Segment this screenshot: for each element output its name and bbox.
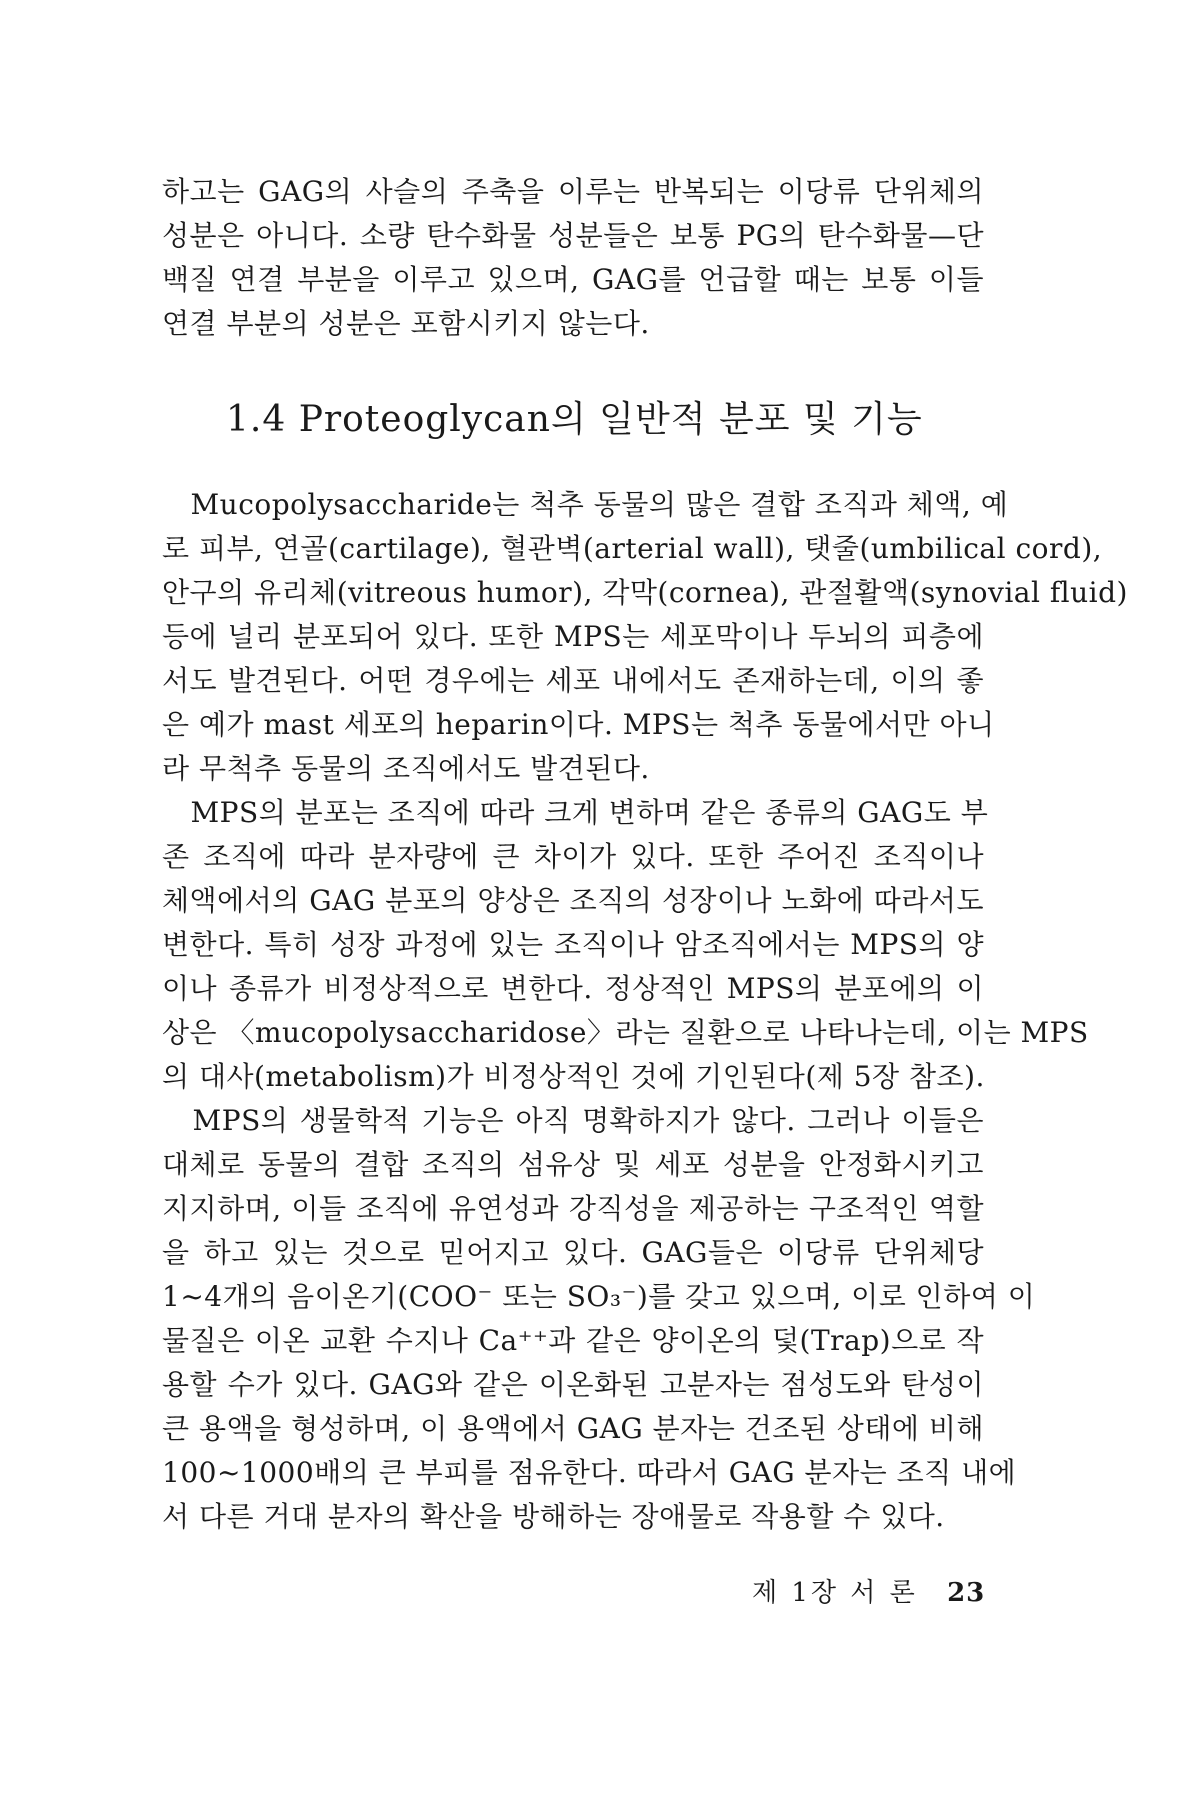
text-line: 100~1000배의 큰 부피를 점유한다. 따라서 GAG 분자는 조직 내에 — [162, 1456, 1017, 1489]
text-line: 은 예가 mast 세포의 heparin이다. MPS는 척추 동물에서만 아니 — [162, 708, 995, 741]
text-line: 체액에서의 GAG 분포의 양상은 조직의 성장이나 노화에 따라서도 — [162, 884, 984, 917]
text-line: 물질은 이온 교환 수지나 Ca⁺⁺과 같은 양이온의 덫(Trap)으로 작 — [162, 1324, 984, 1357]
section-heading: 1.4 Proteoglycan의 일반적 분포 및 기능 — [226, 399, 923, 440]
text-line: 서 다른 거대 분자의 확산을 방해하는 장애물로 작용할 수 있다. — [162, 1500, 945, 1533]
text-line: 의 대사(metabolism)가 비정상적인 것에 기인된다(제 5장 참조). — [162, 1060, 985, 1093]
text-line: Mucopolysaccharide는 척추 동물의 많은 결합 조직과 체액, 예 — [162, 488, 1009, 521]
intro-paragraph — [162, 170, 984, 346]
page-number: 23 — [947, 1578, 986, 1608]
text-line: 대체로 동물의 결합 조직의 섬유상 및 세포 성분을 안정화시키고 — [162, 1148, 984, 1181]
text-line: 1~4개의 음이온기(COO⁻ 또는 SO₃⁻)를 갖고 있으며, 이로 인하여 이 — [162, 1280, 1036, 1313]
text-line: 이나 종류가 비정상적으로 변한다. 정상적인 MPS의 분포에의 이 — [162, 972, 984, 1005]
text-line: 지지하며, 이들 조직에 유연성과 강직성을 제공하는 구조적인 역할 — [162, 1192, 984, 1225]
text-line: MPS의 분포는 조직에 따라 크게 변하며 같은 종류의 GAG도 부 — [162, 796, 989, 829]
text-line: 라 무척추 동물의 조직에서도 발견된다. — [162, 752, 650, 785]
text-line: 성분은 아니다. 소량 탄수화물 성분들은 보통 PG의 탄수화물—단 — [162, 219, 984, 252]
text-line: 상은 〈mucopolysaccharidose〉라는 질환으로 나타나는데, 이는 MPS — [162, 1016, 1089, 1049]
text-line: 서도 발견된다. 어떤 경우에는 세포 내에서도 존재하는데, 이의 좋 — [162, 664, 984, 697]
chapter-label: 제 1장 서 론 — [752, 1578, 918, 1608]
text-line: 을 하고 있는 것으로 믿어지고 있다. GAG들은 이당류 단위체당 — [162, 1236, 984, 1269]
text-line: 존 조직에 따라 분자량에 큰 차이가 있다. 또한 주어진 조직이나 — [162, 840, 984, 873]
text-line: 연결 부분의 성분은 포함시키지 않는다. — [162, 307, 650, 340]
text-line: 백질 연결 부분을 이루고 있으며, GAG를 언급할 때는 보통 이들 — [162, 263, 984, 296]
section-body — [162, 483, 1128, 1539]
text-line: 로 피부, 연골(cartilage), 혈관벽(arterial wall), 탯줄(umbilical cord), — [162, 532, 1103, 565]
text-line: 용할 수가 있다. GAG와 같은 이온화된 고분자는 점성도와 탄성이 — [162, 1368, 984, 1401]
text-line: 변한다. 특히 성장 과정에 있는 조직이나 암조직에서는 MPS의 양 — [162, 928, 984, 961]
text-line: 등에 널리 분포되어 있다. 또한 MPS는 세포막이나 두뇌의 피층에 — [162, 620, 984, 653]
page-footer — [752, 1575, 985, 1611]
text-line: 하고는 GAG의 사슬의 주축을 이루는 반복되는 이당류 단위체의 — [162, 175, 984, 208]
text-line: 안구의 유리체(vitreous humor), 각막(cornea), 관절활액(synovial fluid) — [162, 576, 1128, 609]
text-line: 큰 용액을 형성하며, 이 용액에서 GAG 분자는 건조된 상태에 비해 — [162, 1412, 984, 1445]
text-line: MPS의 생물학적 기능은 아직 명확하지가 않다. 그러나 이들은 — [162, 1104, 984, 1137]
